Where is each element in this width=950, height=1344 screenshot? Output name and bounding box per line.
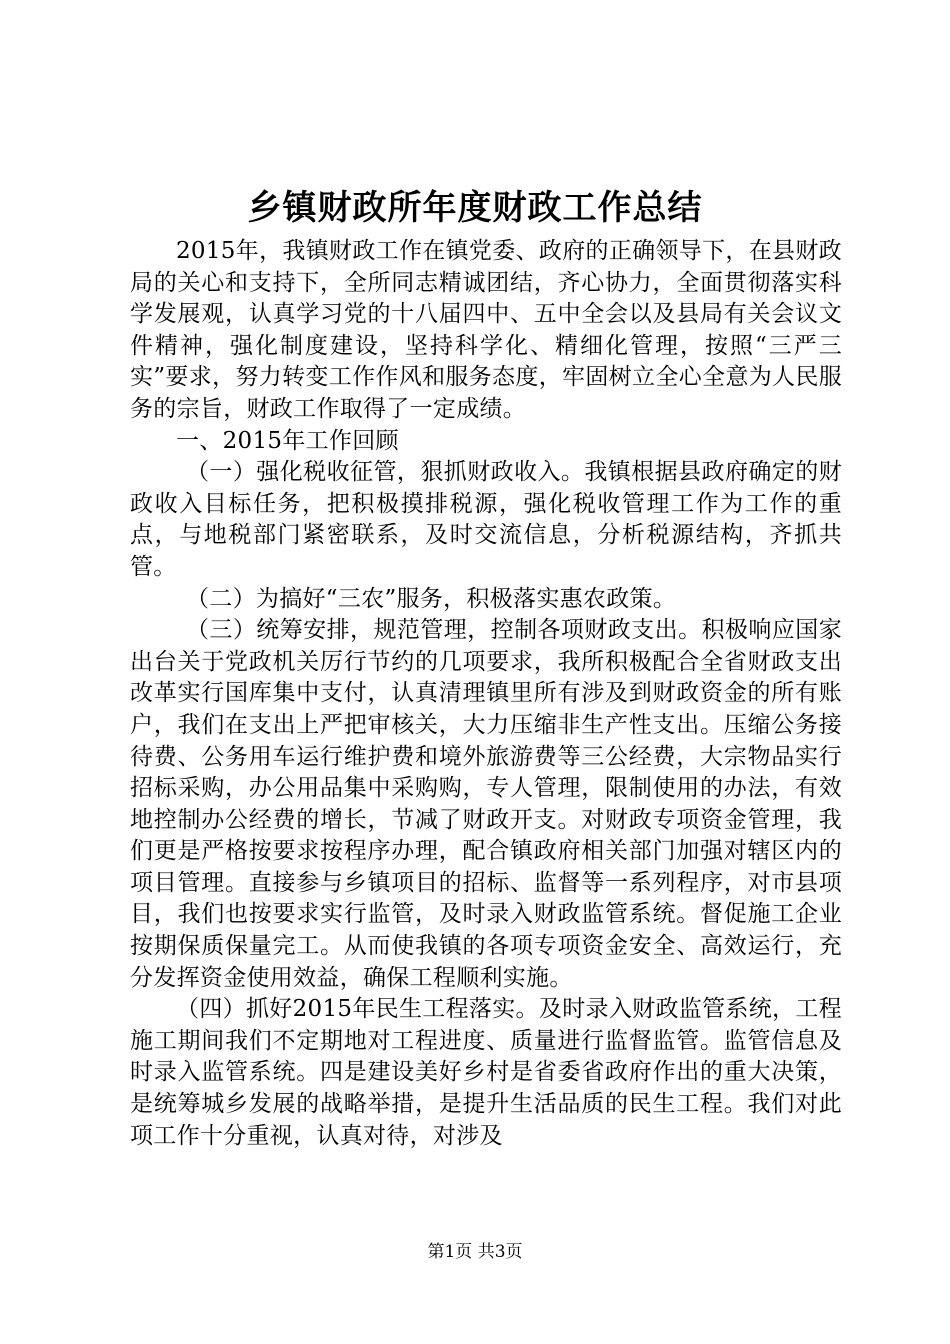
paragraph-intro: 2015年，我镇财政工作在镇党委、政府的正确领导下，在县财政局的关心和支持下，全所同志精诚团结，齐心协力，全面贯彻落实科学发展观，认真学习党的十八届四中、五中全会以及县局有关会议文件精神，强化制度建设，坚持科学化、精细化管理，按照“三严三实”要求，努力转变工作作风和服务态度，牢固树立全心全意为人民服务的宗旨，财政工作取得了一定成绩。 xyxy=(130,238,842,422)
document-body xyxy=(130,236,842,1152)
paragraph-item-3: （三）统筹安排，规范管理，控制各项财政支出。积极响应国家出台关于党政机关厉行节约的几项要求，我所积极配合全省财政支出改革实行国库集中支付，认真清理镇里所有涉及到财政资金的所有账户，我们在支出上严把审核关，大力压缩非生产性支出。压缩公务接待费、公务用车运行维护费和境外旅游费等三公经费，大宗物品实行招标采购，办公用品集中采购购，专人管理，限制使用的办法，有效地控制办公经费的增长，节减了财政开支。对财政专项资金管理，我们更是严格按要求按程序办理，配合镇政府相关部门加强对辖区内的项目管理。直接参与乡镇项目的招标、监督等一系列程序，对市县项目，我们也按要求实行监管，及时录入财政监管系统。督促施工企业按期保质保量完工。从而使我镇的各项专项资金安全、高效运行，充分发挥资金使用效益，确保工程顺利实施。 xyxy=(130,617,842,991)
paragraph-item-4: （四）抓好2015年民生工程落实。及时录入财政监管系统，工程施工期间我们不定期地对工程进度、质量进行监督监管。监管信息及时录入监管系统。四是建设美好乡村是省委省政府作出的重大决策，是统筹城乡发展的战略举措，是提升生活品质的民生工程。我们对此项工作十分重视，认真对待，对涉及 xyxy=(130,996,842,1149)
paragraph-item-2: （二）为搞好“三农”服务，积极落实惠农政策。 xyxy=(186,585,677,612)
document-title: 乡镇财政所年度财政工作总结 xyxy=(247,188,703,228)
page-footer: 第1页 共3页 xyxy=(427,1242,523,1262)
paragraph-item-1: （一）强化税收征管，狠抓财政收入。我镇根据县政府确定的财政收入目标任务，把积极摸排税源，强化税收管理工作为工作的重点，与地税部门紧密联系，及时交流信息，分析税源结构，齐抓共管。 xyxy=(130,459,842,580)
section-heading-review: 一、2015年工作回顾 xyxy=(176,427,399,454)
